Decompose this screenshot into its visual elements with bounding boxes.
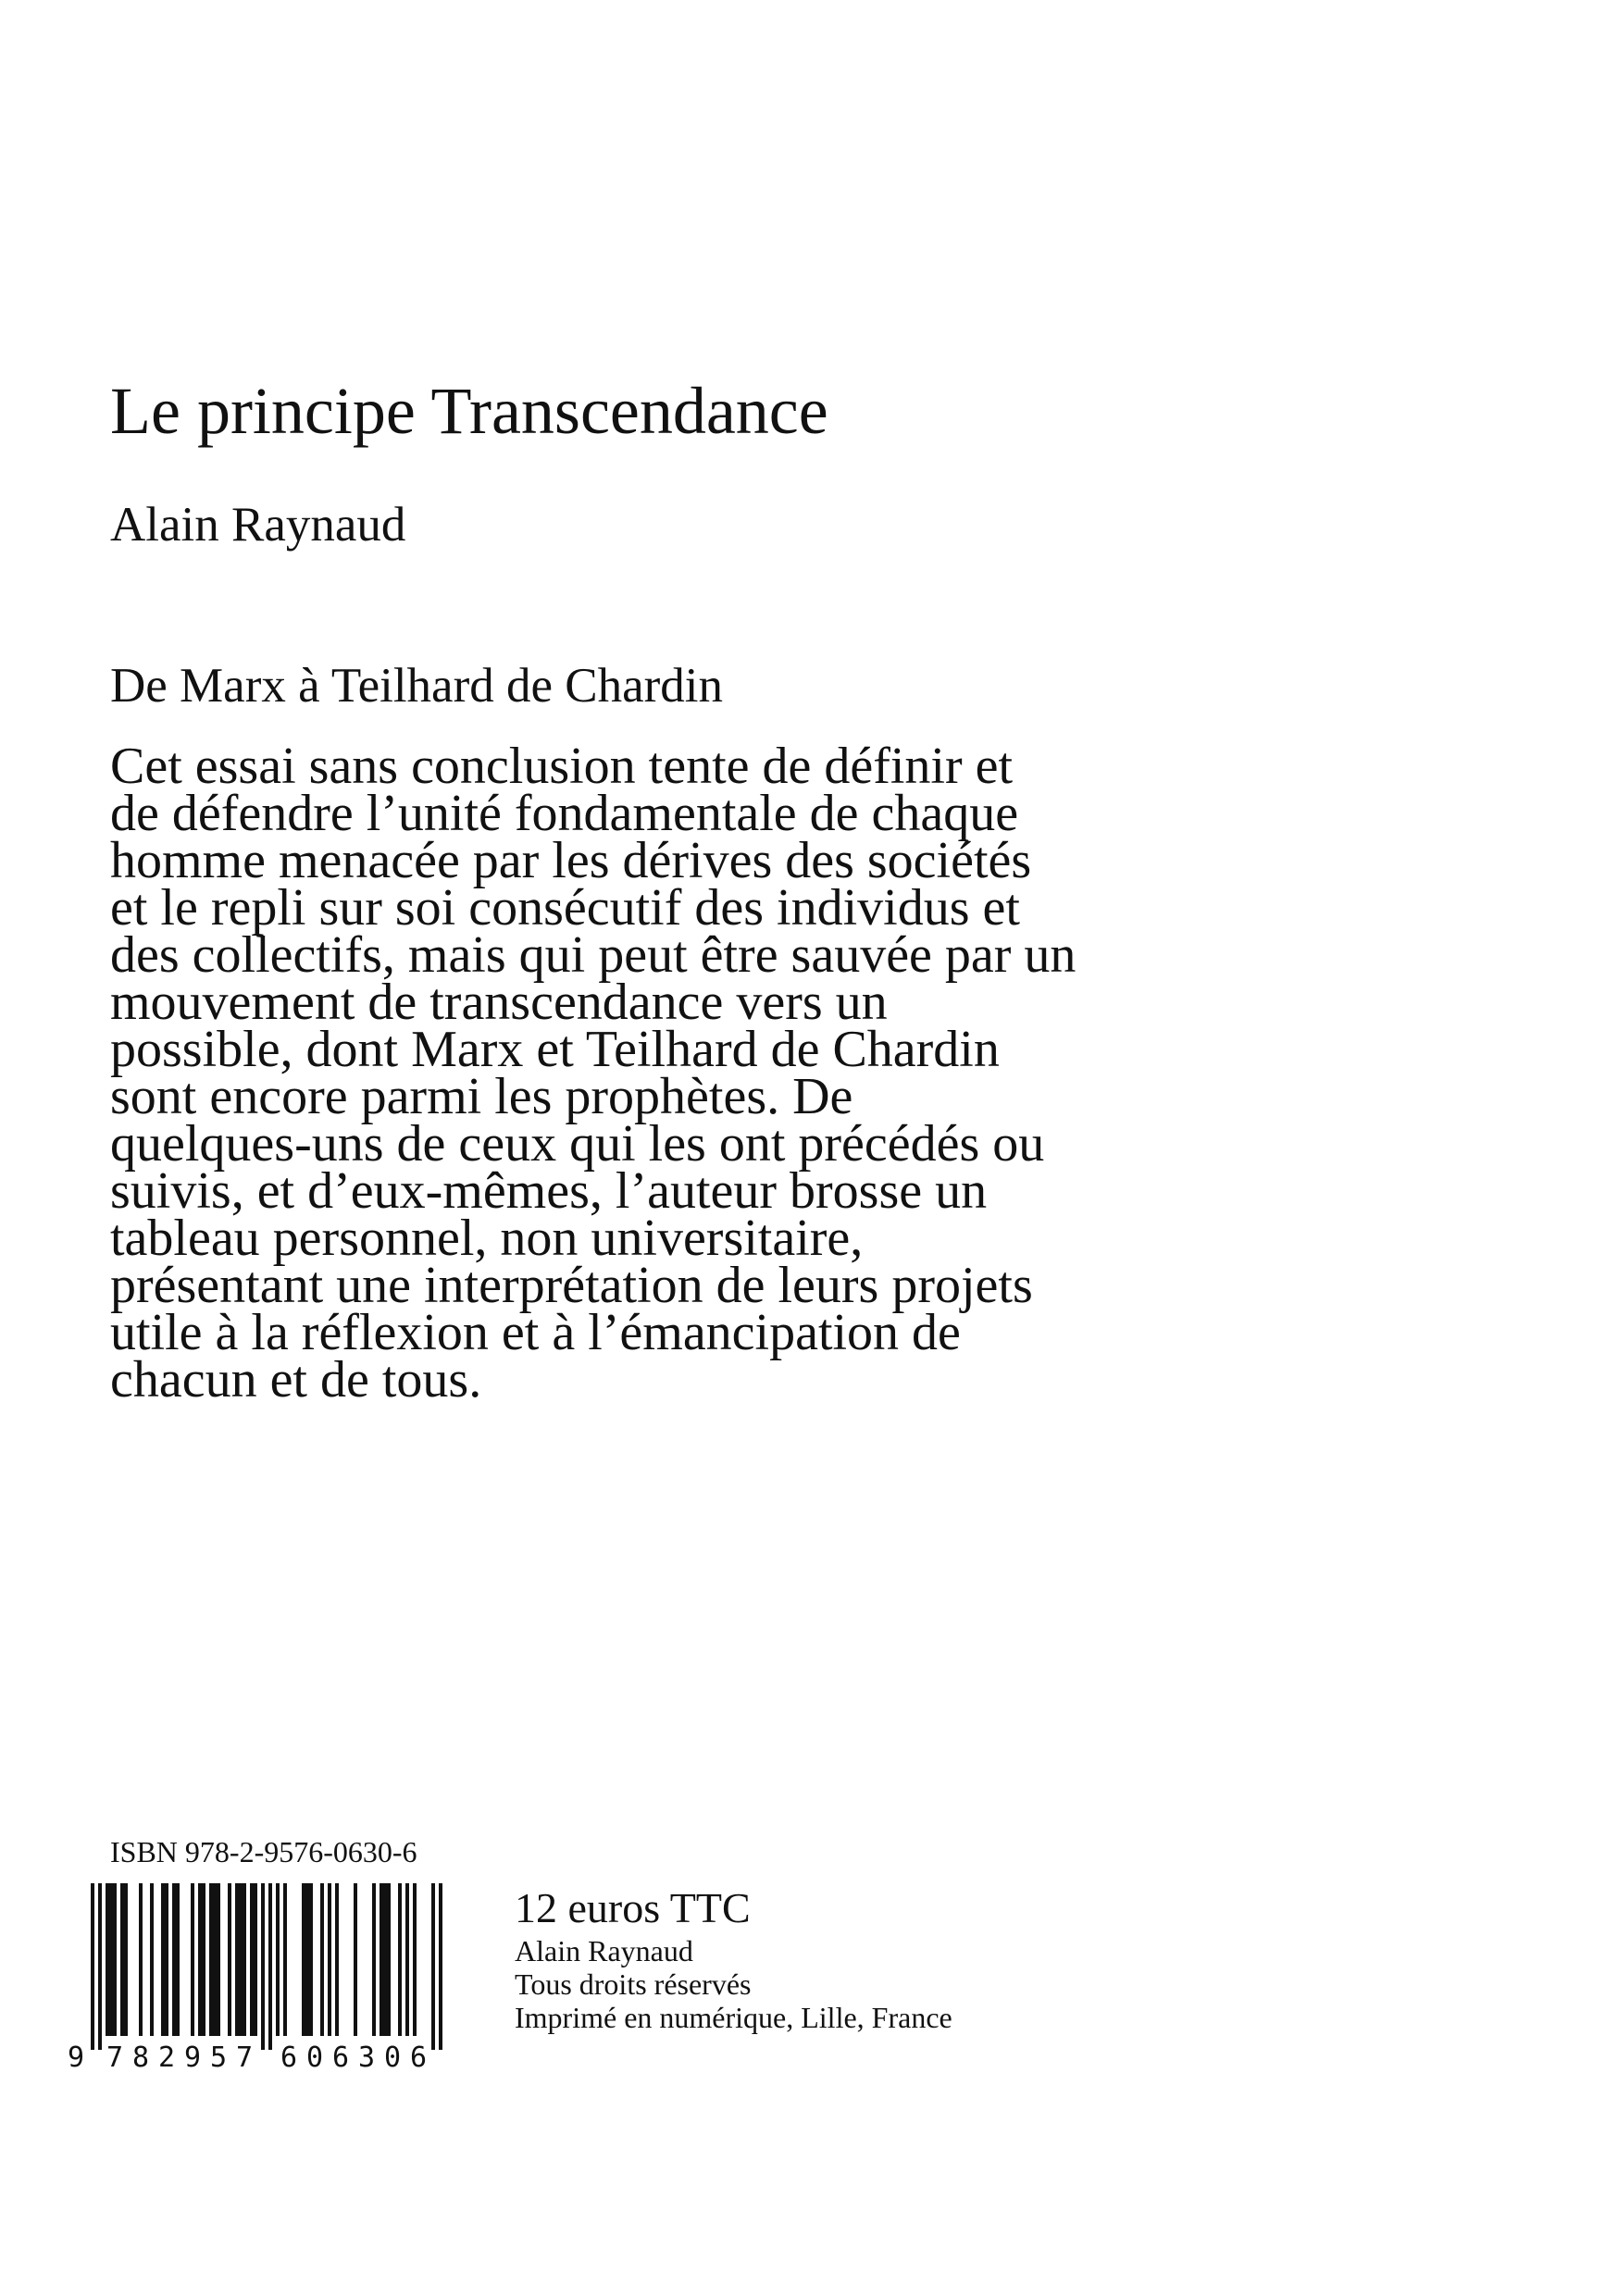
- summary-line: tableau personnel, non universitaire,: [110, 1210, 864, 1267]
- isbn-label: ISBN 978-2-9576-0630-6: [110, 1835, 417, 1868]
- book-summary: [110, 738, 1258, 1409]
- barcode-bar: [150, 1883, 154, 2036]
- barcode-bar: [172, 1883, 180, 2036]
- barcode-bar: [320, 1883, 324, 2036]
- barcode-bar: [235, 1883, 246, 2036]
- summary-line: homme menacée par les dérives des sociétés: [110, 832, 1032, 889]
- barcode-bar: [413, 1883, 417, 2036]
- barcode-bar: [209, 1883, 220, 2036]
- barcode-digit: 0: [305, 2042, 324, 2068]
- barcode-digit: 0: [383, 2042, 402, 2068]
- barcode-bar: [431, 1883, 435, 2050]
- barcode-bar: [405, 1883, 409, 2036]
- summary-line: sont encore parmi les prophètes. De: [110, 1068, 853, 1125]
- barcode-bars: [91, 1883, 442, 2050]
- barcode-bar: [198, 1883, 205, 2036]
- barcode-bar: [328, 1883, 331, 2036]
- summary-line: chacun et de tous.: [110, 1351, 482, 1409]
- isbn-barcode: [65, 1883, 458, 2068]
- barcode-bar: [250, 1883, 257, 2036]
- barcode-digit: 7: [235, 2042, 254, 2068]
- book-title: Le principe Transcendance: [110, 374, 828, 448]
- barcode-bar: [139, 1883, 143, 2036]
- barcode-bar: [91, 1883, 94, 2050]
- barcode-bar: [283, 1883, 287, 2036]
- summary-line: possible, dont Marx et Teilhard de Chardin: [110, 1021, 1000, 1078]
- barcode-bar: [228, 1883, 231, 2036]
- barcode-digit: 7: [106, 2042, 124, 2068]
- barcode-bar: [335, 1883, 339, 2036]
- summary-line: utile à la réflexion et à l’émancipation de: [110, 1304, 961, 1361]
- barcode-bar: [191, 1883, 194, 2036]
- summary-line: quelques-uns de ceux qui les ont précédés ou: [110, 1115, 1045, 1173]
- imprint-rights: Tous droits réservés: [515, 1967, 752, 2001]
- barcode-digit: 2: [157, 2042, 176, 2068]
- barcode-digit: 9: [67, 2042, 85, 2068]
- summary-line: présentant une interprétation de leurs projets: [110, 1257, 1033, 1314]
- barcode-bar: [380, 1883, 391, 2036]
- barcode-bar: [106, 1883, 117, 2036]
- barcode-bar: [161, 1883, 168, 2036]
- summary-line: suivis, et d’eux-mêmes, l’auteur brosse un: [110, 1162, 988, 1220]
- barcode-bar: [276, 1883, 280, 2036]
- barcode-digit: 6: [409, 2042, 428, 2068]
- imprint-block: [515, 1934, 952, 2034]
- barcode-bar: [261, 1883, 265, 2050]
- barcode-digit: 5: [209, 2042, 228, 2068]
- barcode-digits: [68, 2042, 427, 2068]
- imprint-publisher: Alain Raynaud: [515, 1934, 693, 1967]
- barcode-bar: [120, 1883, 128, 2036]
- imprint-printing: Imprimé en numérique, Lille, France: [515, 2001, 952, 2034]
- summary-line: Cet essai sans conclusion tente de définir et: [110, 738, 1014, 795]
- barcode-digit: 9: [183, 2042, 202, 2068]
- barcode-bar: [98, 1883, 102, 2050]
- barcode-digit: 8: [131, 2042, 150, 2068]
- barcode-digit: 6: [331, 2042, 350, 2068]
- summary-line: de défendre l’unité fondamentale de chaque: [110, 785, 1019, 842]
- summary-line: des collectifs, mais qui peut être sauvée par un: [110, 926, 1077, 984]
- barcode-bar: [302, 1883, 313, 2036]
- summary-line: et le repli sur soi consécutif des individus et: [110, 879, 1020, 937]
- book-subtitle: De Marx à Teilhard de Chardin: [110, 659, 724, 713]
- barcode-bar: [354, 1883, 357, 2036]
- barcode-bar: [372, 1883, 376, 2036]
- book-author: Alain Raynaud: [110, 498, 406, 552]
- summary-line: mouvement de transcendance vers un: [110, 974, 888, 1031]
- barcode-bar: [398, 1883, 402, 2036]
- barcode-digit: 3: [357, 2042, 376, 2068]
- barcode-bar: [268, 1883, 272, 2050]
- barcode-digit: 6: [280, 2042, 298, 2068]
- barcode-bar: [439, 1883, 442, 2050]
- price: 12 euros TTC: [515, 1884, 751, 1931]
